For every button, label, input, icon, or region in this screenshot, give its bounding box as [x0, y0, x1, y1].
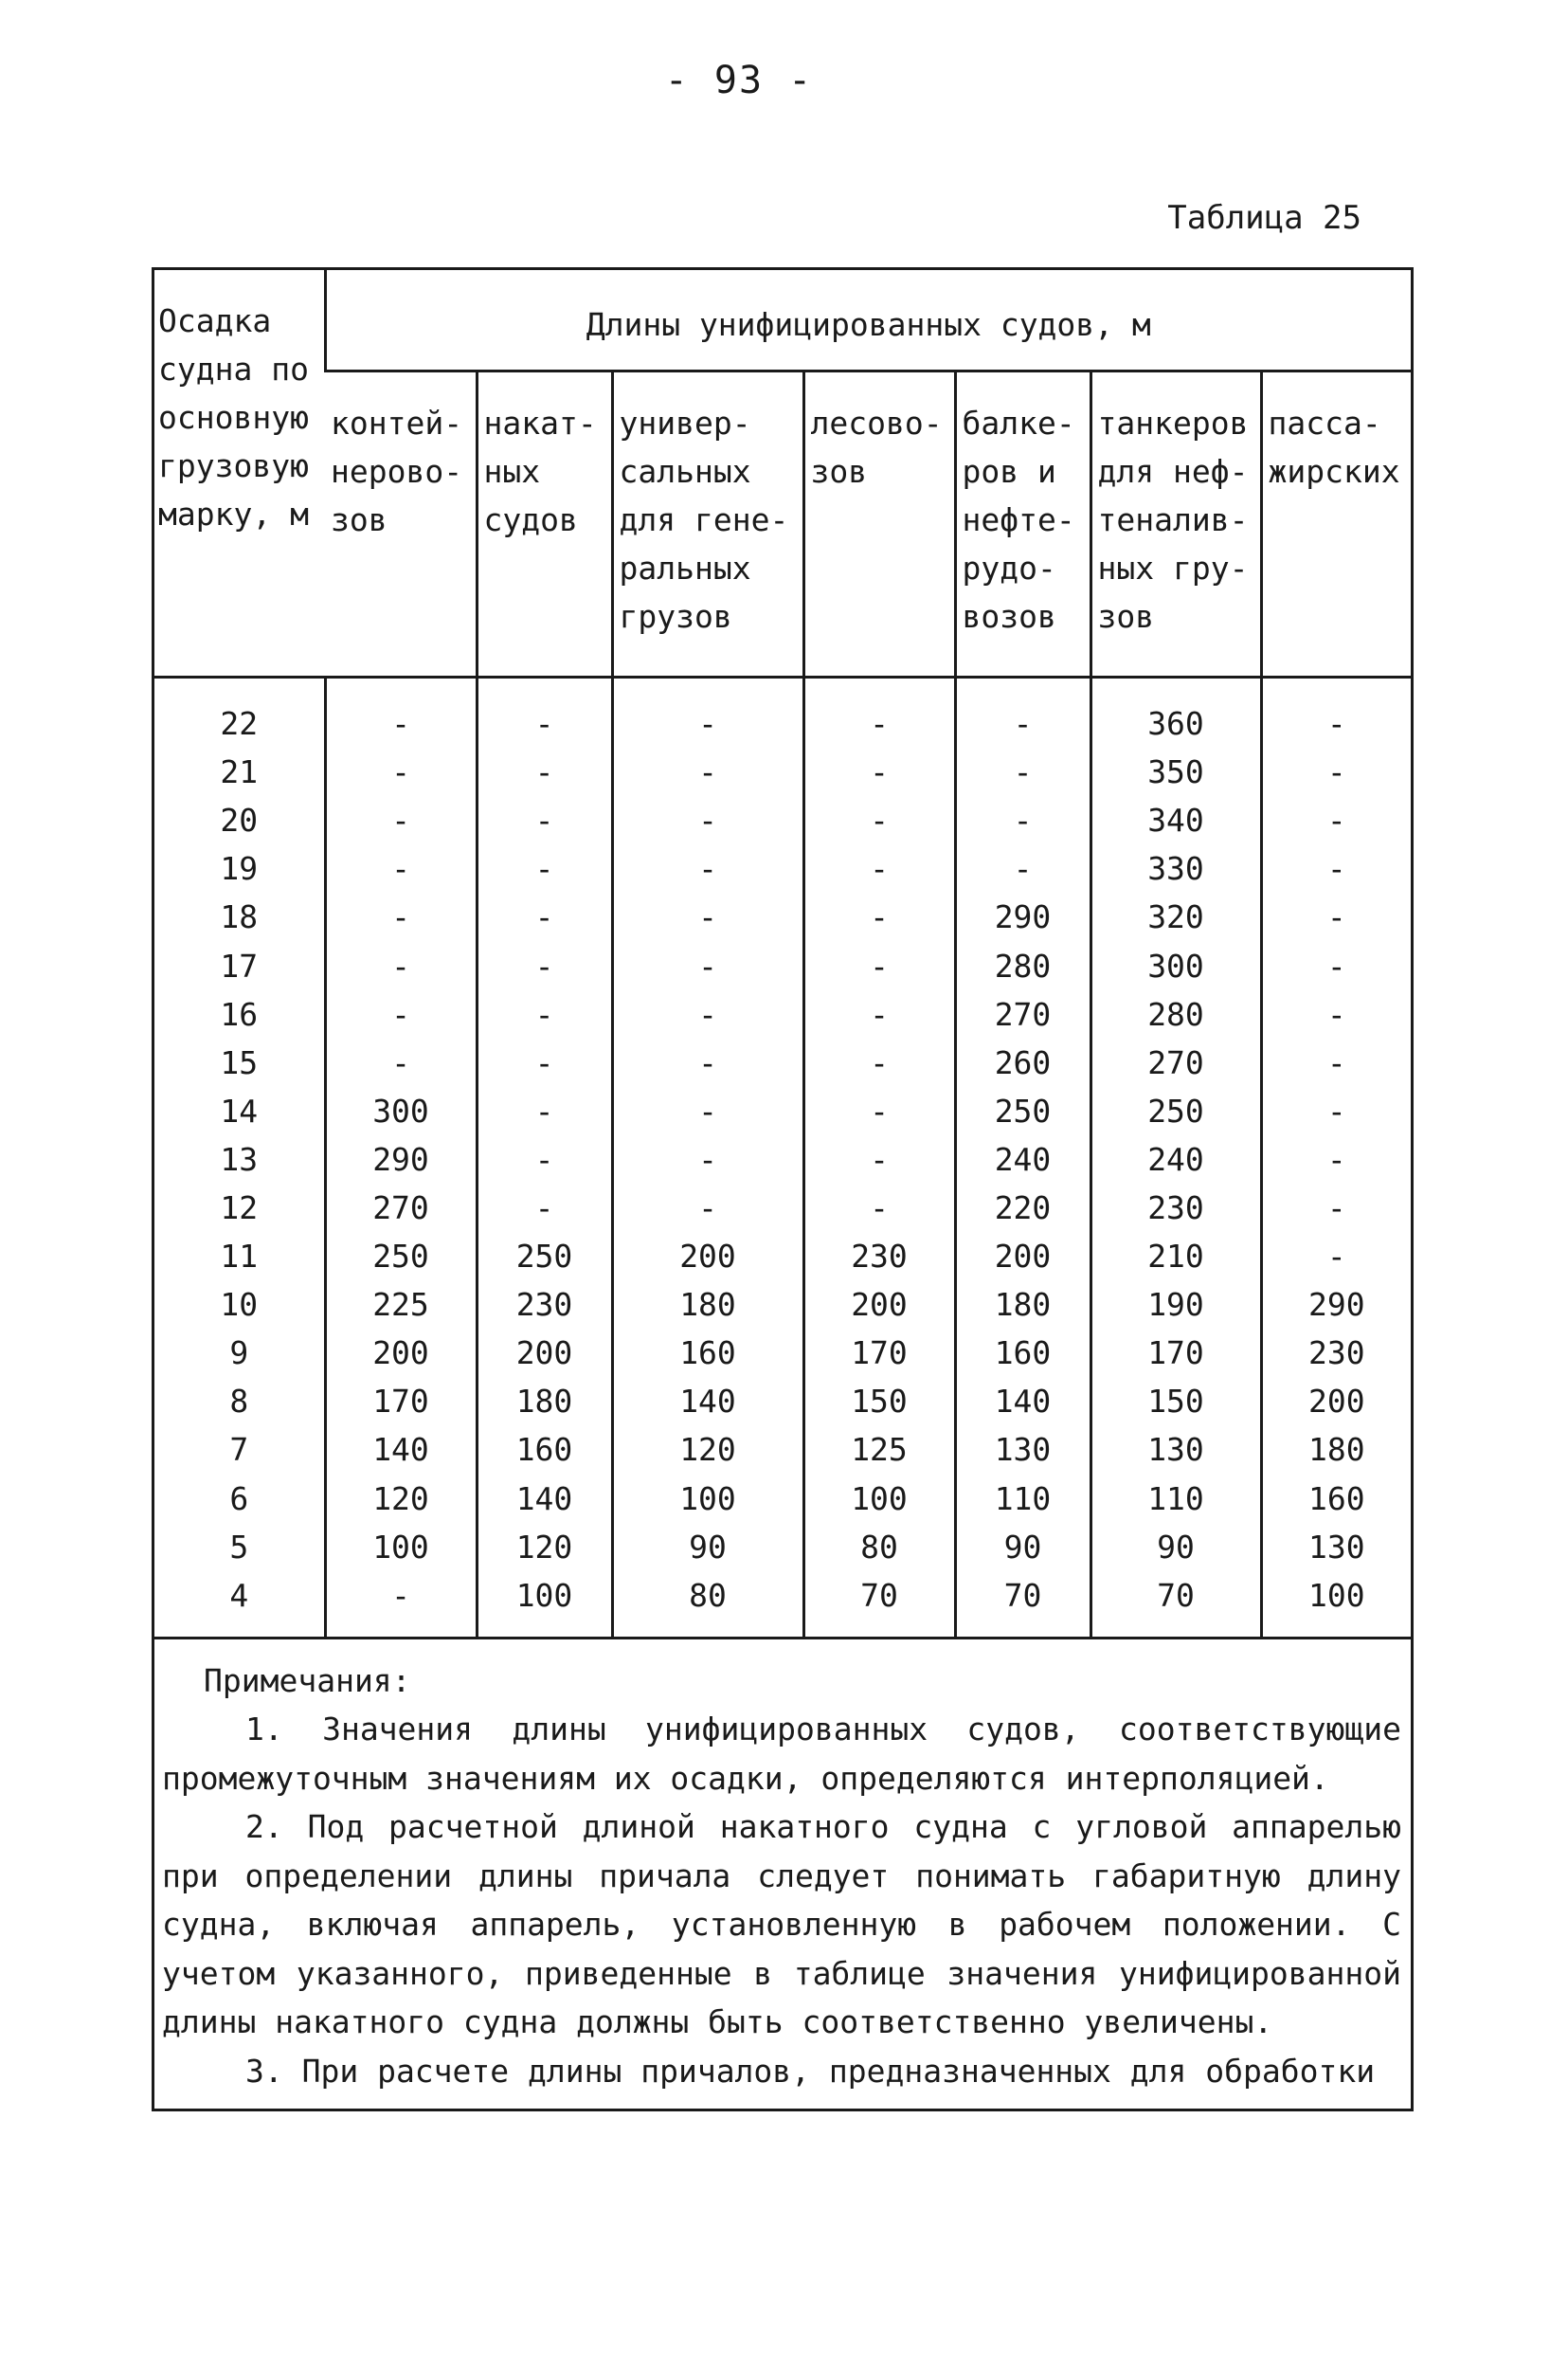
length-cell: 100: [325, 1523, 477, 1571]
length-cell: 170: [1090, 1329, 1261, 1377]
column-header-line: зов: [810, 453, 868, 490]
length-cell: 200: [955, 1232, 1090, 1280]
length-cell: 360: [1090, 678, 1261, 749]
column-header-line: зов: [331, 501, 387, 538]
column-header: [612, 371, 803, 678]
length-cell: 100: [1261, 1571, 1411, 1637]
length-cell: -: [955, 796, 1090, 844]
table-row: [154, 941, 1411, 989]
length-cell: -: [803, 678, 955, 749]
column-header-line: сальных: [619, 453, 751, 490]
length-cell: 280: [955, 941, 1090, 989]
draft-cell: 10: [220, 1286, 259, 1324]
column-header-line: универ-: [619, 405, 751, 442]
length-cell: -: [1261, 893, 1411, 941]
length-cell: -: [325, 678, 477, 749]
length-cell: 120: [325, 1475, 477, 1523]
length-cell: -: [325, 941, 477, 989]
length-cell: 90: [612, 1523, 803, 1571]
length-cell: 90: [955, 1523, 1090, 1571]
length-cell: 270: [325, 1184, 477, 1232]
group-title: Длины унифицированных судов, м: [325, 270, 1411, 371]
length-cell: 140: [955, 1377, 1090, 1425]
length-cell: 140: [477, 1475, 612, 1523]
table-row: [154, 1087, 1411, 1135]
length-cell: 80: [803, 1523, 955, 1571]
length-cell: 180: [1261, 1425, 1411, 1474]
length-cell: -: [803, 1039, 955, 1087]
length-cell: -: [803, 796, 955, 844]
length-cell: 250: [1090, 1087, 1261, 1135]
column-header-line: ных гру-: [1097, 550, 1249, 587]
column-header-line: судов: [483, 501, 578, 538]
length-cell: -: [477, 678, 612, 749]
length-cell: 120: [612, 1425, 803, 1474]
length-cell: -: [477, 1039, 612, 1087]
length-cell: -: [612, 678, 803, 749]
length-cell: -: [477, 748, 612, 796]
length-cell: 90: [1090, 1523, 1261, 1571]
table-row: [154, 1039, 1411, 1087]
table-row: [154, 1571, 1411, 1637]
length-cell: 190: [1090, 1280, 1261, 1329]
draft-cell: 5: [229, 1528, 249, 1566]
length-cell: 160: [612, 1329, 803, 1377]
table-row: [154, 1184, 1411, 1232]
length-cell: -: [612, 796, 803, 844]
length-cell: 280: [1090, 990, 1261, 1039]
draft-cell: 13: [220, 1140, 259, 1178]
length-cell: -: [803, 1087, 955, 1135]
length-cell: -: [1261, 1135, 1411, 1184]
length-cell: 180: [955, 1280, 1090, 1329]
draft-cell: 9: [229, 1334, 249, 1372]
length-cell: -: [803, 1184, 955, 1232]
column-header-line: ральных: [619, 550, 751, 587]
length-cell: 230: [1090, 1184, 1261, 1232]
column-header-line: пасса-: [1268, 405, 1381, 442]
row-header-line: судна по: [158, 351, 309, 388]
length-cell: 200: [477, 1329, 612, 1377]
length-cell: 340: [1090, 796, 1261, 844]
length-cell: 100: [803, 1475, 955, 1523]
length-cell: -: [803, 941, 955, 989]
column-header-line: зов: [1097, 598, 1155, 635]
draft-cell: 19: [220, 850, 259, 888]
row-header-line: Осадка: [158, 302, 272, 339]
table-row: [154, 1329, 1411, 1377]
length-cell: -: [477, 844, 612, 893]
table-row: [154, 1475, 1411, 1523]
length-cell: 100: [612, 1475, 803, 1523]
column-header-line: нерово-: [331, 453, 463, 490]
draft-cell: 4: [229, 1576, 249, 1614]
draft-cell: 7: [229, 1431, 249, 1469]
table-row: [154, 1523, 1411, 1571]
note-item: 2. Под расчетной длиной накатного судна с угловой аппарелью при определении длины причала следует понимать габаритную длину судна, включая аппарель, установленную в рабочем положении. С учетом указанного, приведенные в таблице значения унифицированной длины накатного судна должны быть соответственно увеличены.: [162, 1808, 1401, 2041]
length-cell: -: [1261, 941, 1411, 989]
length-cell: -: [803, 1135, 955, 1184]
length-cell: 120: [477, 1523, 612, 1571]
length-cell: -: [1261, 1039, 1411, 1087]
column-header-line: танкеров: [1097, 405, 1249, 442]
column-header-line: накат-: [483, 405, 597, 442]
length-cell: -: [477, 1135, 612, 1184]
length-cell: 80: [612, 1571, 803, 1637]
length-cell: -: [955, 844, 1090, 893]
data-table: [154, 270, 1411, 1637]
length-cell: 70: [803, 1571, 955, 1637]
length-cell: -: [477, 1087, 612, 1135]
length-cell: -: [1261, 678, 1411, 749]
column-header-line: нефте-: [962, 501, 1075, 538]
length-cell: -: [612, 1135, 803, 1184]
length-cell: 290: [955, 893, 1090, 941]
length-cell: 110: [1090, 1475, 1261, 1523]
column-header-line: теналив-: [1097, 501, 1249, 538]
column-header-line: ров и: [962, 453, 1056, 490]
column-header-line: лесово-: [810, 405, 943, 442]
length-cell: 300: [1090, 941, 1261, 989]
length-cell: 110: [955, 1475, 1090, 1523]
column-header-line: для гене-: [619, 501, 789, 538]
table-row: [154, 796, 1411, 844]
length-cell: -: [1261, 1087, 1411, 1135]
length-cell: 140: [325, 1425, 477, 1474]
notes-title: Примечания:: [204, 1661, 411, 1699]
length-cell: 130: [1090, 1425, 1261, 1474]
length-cell: -: [477, 893, 612, 941]
length-cell: 290: [325, 1135, 477, 1184]
length-cell: 250: [325, 1232, 477, 1280]
length-cell: 250: [955, 1087, 1090, 1135]
length-cell: -: [955, 678, 1090, 749]
notes: [154, 1637, 1411, 2110]
length-cell: -: [325, 1571, 477, 1637]
draft-cell: 14: [220, 1092, 259, 1130]
length-cell: 140: [612, 1377, 803, 1425]
length-cell: -: [325, 748, 477, 796]
length-cell: -: [612, 748, 803, 796]
table-row: [154, 1135, 1411, 1184]
length-cell: -: [1261, 796, 1411, 844]
length-cell: 250: [477, 1232, 612, 1280]
length-cell: 225: [325, 1280, 477, 1329]
column-header-line: ных: [483, 453, 541, 490]
draft-cell: 21: [220, 753, 259, 791]
length-cell: 210: [1090, 1232, 1261, 1280]
table-row: [154, 1280, 1411, 1329]
draft-cell: 17: [220, 947, 259, 985]
row-header-draft: [154, 270, 325, 678]
length-cell: -: [1261, 990, 1411, 1039]
table-frame: [152, 267, 1414, 2111]
length-cell: -: [803, 893, 955, 941]
length-cell: 200: [803, 1280, 955, 1329]
length-cell: -: [803, 990, 955, 1039]
draft-cell: 12: [220, 1188, 259, 1226]
length-cell: -: [1261, 1184, 1411, 1232]
length-cell: 290: [1261, 1280, 1411, 1329]
column-header: [1261, 371, 1411, 678]
row-header-line: марку, м: [158, 496, 309, 533]
length-cell: 70: [1090, 1571, 1261, 1637]
length-cell: -: [612, 1184, 803, 1232]
length-cell: -: [803, 844, 955, 893]
page-number: - 93 -: [664, 59, 814, 102]
length-cell: 260: [955, 1039, 1090, 1087]
column-header: [955, 371, 1090, 678]
length-cell: 170: [803, 1329, 955, 1377]
length-cell: -: [955, 748, 1090, 796]
table-row: [154, 678, 1411, 749]
table-row: [154, 748, 1411, 796]
row-header-line: грузовую: [158, 447, 309, 484]
length-cell: 200: [612, 1232, 803, 1280]
draft-cell: 8: [229, 1383, 249, 1421]
table-row: [154, 1377, 1411, 1425]
length-cell: -: [477, 1184, 612, 1232]
draft-cell: 22: [220, 705, 259, 743]
length-cell: -: [325, 796, 477, 844]
length-cell: 320: [1090, 893, 1261, 941]
length-cell: -: [612, 1087, 803, 1135]
length-cell: 180: [477, 1377, 612, 1425]
length-cell: 160: [1261, 1475, 1411, 1523]
length-cell: 330: [1090, 844, 1261, 893]
length-cell: -: [612, 941, 803, 989]
column-header: [803, 371, 955, 678]
length-cell: 270: [1090, 1039, 1261, 1087]
length-cell: 130: [1261, 1523, 1411, 1571]
draft-cell: 18: [220, 898, 259, 936]
column-header-line: для неф-: [1097, 453, 1249, 490]
length-cell: 240: [1090, 1135, 1261, 1184]
table-row: [154, 893, 1411, 941]
length-cell: -: [477, 990, 612, 1039]
length-cell: -: [477, 941, 612, 989]
length-cell: -: [1261, 748, 1411, 796]
column-header-line: грузов: [619, 598, 732, 635]
length-cell: 350: [1090, 748, 1261, 796]
length-cell: -: [325, 1039, 477, 1087]
length-cell: 240: [955, 1135, 1090, 1184]
length-cell: -: [1261, 1232, 1411, 1280]
length-cell: -: [477, 796, 612, 844]
column-header-line: контей-: [331, 405, 463, 442]
length-cell: -: [803, 748, 955, 796]
table-row: [154, 844, 1411, 893]
note-item: 1. Значения длины унифицированных судов, соответствующие промежуточным значениям их осадки, определяются интерполяцией.: [162, 1711, 1401, 1797]
draft-cell: 15: [220, 1043, 259, 1081]
draft-cell: 20: [220, 802, 259, 840]
table-row: [154, 990, 1411, 1039]
table-row: [154, 1425, 1411, 1474]
column-header: [477, 371, 612, 678]
length-cell: 100: [477, 1571, 612, 1637]
row-header-line: основную: [158, 399, 309, 436]
length-cell: 150: [803, 1377, 955, 1425]
length-cell: 160: [477, 1425, 612, 1474]
draft-cell: 11: [220, 1238, 259, 1276]
length-cell: -: [325, 844, 477, 893]
length-cell: 130: [955, 1425, 1090, 1474]
length-cell: 200: [325, 1329, 477, 1377]
draft-cell: 16: [220, 995, 259, 1033]
length-cell: 125: [803, 1425, 955, 1474]
length-cell: 270: [955, 990, 1090, 1039]
length-cell: -: [612, 1039, 803, 1087]
column-header: [1090, 371, 1261, 678]
note-item: 3. При расчете длины причалов, предназначенных для обработки: [245, 2052, 1376, 2090]
column-header-line: возов: [962, 598, 1056, 635]
length-cell: 150: [1090, 1377, 1261, 1425]
length-cell: -: [325, 990, 477, 1039]
table-label: Таблица 25: [1167, 199, 1361, 237]
length-cell: -: [1261, 844, 1411, 893]
column-header-line: балке-: [962, 405, 1075, 442]
column-header-line: жирских: [1268, 453, 1400, 490]
draft-cell: 6: [229, 1479, 249, 1517]
length-cell: 170: [325, 1377, 477, 1425]
column-header-line: рудо-: [962, 550, 1056, 587]
length-cell: 70: [955, 1571, 1090, 1637]
length-cell: 230: [1261, 1329, 1411, 1377]
length-cell: -: [325, 893, 477, 941]
length-cell: 230: [477, 1280, 612, 1329]
length-cell: 180: [612, 1280, 803, 1329]
length-cell: 230: [803, 1232, 955, 1280]
length-cell: 220: [955, 1184, 1090, 1232]
length-cell: -: [612, 893, 803, 941]
column-header: [325, 371, 477, 678]
length-cell: 160: [955, 1329, 1090, 1377]
length-cell: 300: [325, 1087, 477, 1135]
length-cell: 200: [1261, 1377, 1411, 1425]
table-row: [154, 1232, 1411, 1280]
length-cell: -: [612, 844, 803, 893]
length-cell: -: [612, 990, 803, 1039]
